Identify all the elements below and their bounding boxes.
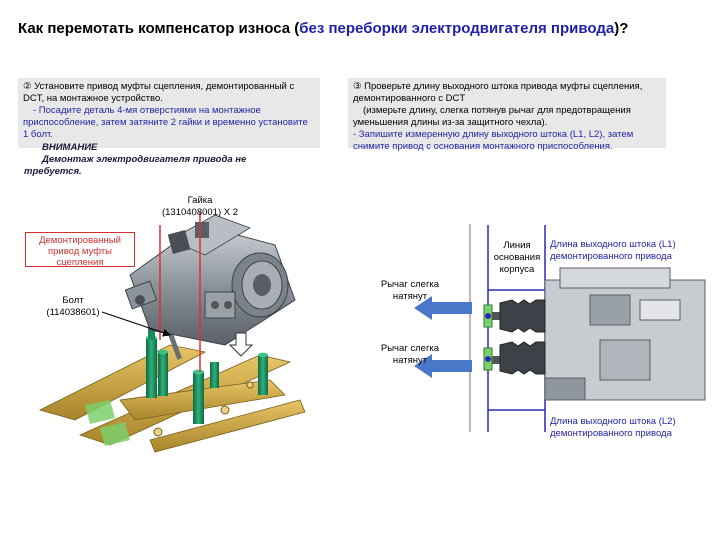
bolt-label: Болт (114038601) [46, 295, 100, 318]
removed-actuator-label: Демонтированный привод муфты сцепления [25, 232, 135, 267]
lever-label-upper: Рычаг слегка натянут [380, 279, 440, 302]
l1-length-label: Длина выходного штока (L1) демонтированного привода [550, 239, 676, 262]
nut-label: Гайка (1310408001) X 2 [161, 195, 239, 218]
boot-upper [484, 300, 545, 332]
warning-text: Демонтаж электродвигателя привода не требуется. [24, 154, 247, 177]
step2-text1: ② Установите привод муфты сцепления, демонтированный с DCT, на монтажное устройство. [23, 81, 295, 104]
step3-text2: (измерьте длину, слегка потянув рычаг для предотвращения уменьшения длины из-за защитного чехла). [353, 105, 631, 128]
actuator-body-left [125, 215, 295, 345]
actuator-housing-right [545, 268, 705, 400]
base-line-label: Линия основания корпуса [490, 240, 544, 276]
lever-label-lower: Рычаг слегка натянут [380, 343, 440, 366]
boot-lower [484, 342, 545, 374]
step3-text1: ③ Проверьте длину выходного штока привода муфты сцепления, демонтированного с DCT [353, 81, 643, 104]
title-part3: )? [614, 20, 629, 37]
l2-length-label: Длина выходного штока (L2) демонтированного привода [550, 416, 676, 439]
warning-heading: ВНИМАНИЕ [42, 142, 98, 153]
title-part1: Как перемотать компенсатор износа ( [18, 20, 300, 37]
step2-text2: - Посадите деталь 4-мя отверстиями на монтажное приспособление, затем затяните 2 гайки и временно установите 1 болт. [23, 105, 308, 140]
step3-text3: - Запишите измеренную длину выходного штока (L1, L2), затем снимите привод с основания монтажного приспособления. [353, 129, 634, 152]
title-part2: без переборки электродвигателя привода [299, 20, 615, 37]
